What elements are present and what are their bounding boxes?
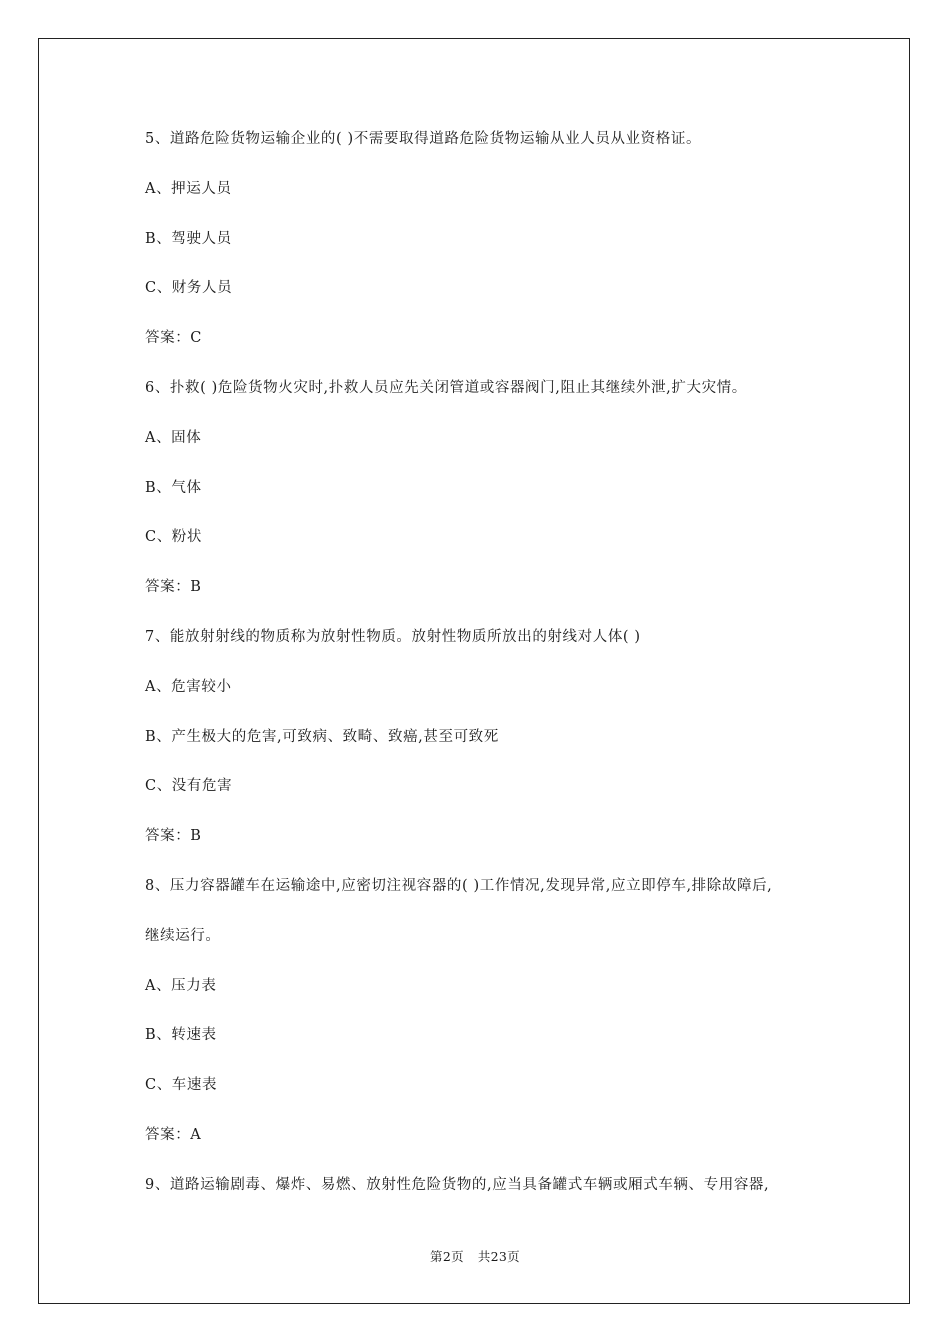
question-8-option-a: A、压力表 bbox=[145, 977, 217, 994]
question-6-text: 6、扑救( )危险货物火灾时,扑救人员应先关闭管道或容器阀门,阻止其继续外泄,扩大灾情。 bbox=[145, 379, 747, 396]
question-6-answer: 答案：B bbox=[145, 579, 202, 596]
question-7-option-b: B、产生极大的危害,可致病、致畸、致癌,甚至可致死 bbox=[145, 728, 499, 745]
page-footer bbox=[0, 1247, 950, 1265]
question-5-answer: 答案：C bbox=[145, 330, 202, 347]
page-number: 第2页 bbox=[430, 1249, 464, 1264]
question-7-text: 7、能放射射线的物质称为放射性物质。放射性物质所放出的射线对人体( ) bbox=[145, 628, 641, 645]
question-7-option-c: C、没有危害 bbox=[145, 778, 233, 795]
question-7-option-a: A、危害较小 bbox=[145, 678, 232, 695]
question-6-option-a: A、固体 bbox=[145, 429, 202, 446]
question-5-option-b: B、驾驶人员 bbox=[145, 230, 232, 247]
question-8-answer: 答案：A bbox=[145, 1126, 202, 1143]
question-8-text: 8、压力容器罐车在运输途中,应密切注视容器的( )工作情况,发现异常,应立即停车,排除故障后, bbox=[145, 877, 773, 894]
question-6-option-c: C、粉状 bbox=[145, 529, 202, 546]
page-total: 共23页 bbox=[477, 1249, 520, 1264]
document-body bbox=[145, 126, 845, 1222]
question-5-option-c: C、财务人员 bbox=[145, 280, 233, 297]
question-7-answer: 答案：B bbox=[145, 828, 202, 845]
question-8-option-c: C、车速表 bbox=[145, 1077, 218, 1094]
question-6-option-b: B、气体 bbox=[145, 479, 202, 496]
question-9-text: 9、道路运输剧毒、爆炸、易燃、放射性危险货物的,应当具备罐式车辆或厢式车辆、专用容器, bbox=[145, 1176, 770, 1193]
question-8-option-b: B、转速表 bbox=[145, 1027, 217, 1044]
question-5-option-a: A、押运人员 bbox=[145, 180, 232, 197]
question-5-text: 5、道路危险货物运输企业的( )不需要取得道路危险货物运输从业人员从业资格证。 bbox=[145, 131, 702, 147]
question-8-text-continued: 继续运行。 bbox=[145, 927, 221, 944]
